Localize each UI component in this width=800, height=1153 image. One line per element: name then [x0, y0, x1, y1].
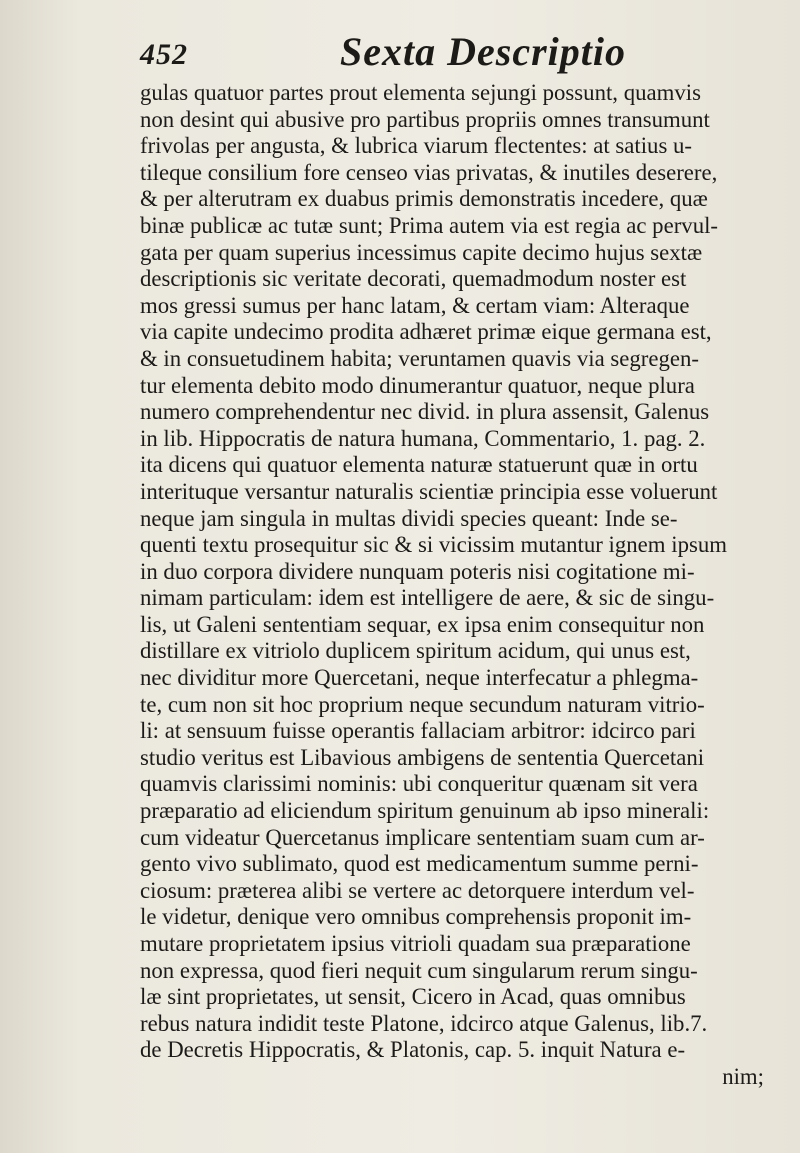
- page-header: [140, 20, 710, 80]
- text-line: præparatio ad eliciendum spiritum genuinum ab ipso minerali:: [140, 798, 710, 824]
- text-line: li: at sensuum fuisse operantis fallaciam arbitror: idcirco pari: [140, 718, 696, 744]
- text-line: lis, ut Galeni sententiam sequar, ex ipsa enim consequitur non: [140, 611, 705, 637]
- text-line: gata per quam superius incessimus capite decimo hujus sextæ: [140, 239, 703, 265]
- text-line: distillare ex vitriolo duplicem spiritum acidum, qui unus est,: [140, 638, 691, 664]
- text-line: non expressa, quod fieri nequit cum singularum rerum singu-: [140, 957, 698, 983]
- text-line: te, cum non sit hoc proprium neque secundum naturam vitrio-: [140, 691, 705, 717]
- text-line: via capite undecimo prodita adhæret primæ eique germana est,: [140, 319, 712, 345]
- running-title: Sexta Descriptio: [340, 29, 626, 74]
- text-line: gento vivo sublimato, quod est medicamentum summe perni-: [140, 851, 699, 877]
- body-text: [140, 80, 764, 1091]
- text-line: cum videatur Quercetanus implicare sententiam suam cum ar-: [140, 824, 705, 850]
- text-line: quamvis clarissimi nominis: ubi conqueritur quænam sit vera: [140, 771, 698, 797]
- text-line: nimam particulam: idem est intelligere de aere, & sic de singu-: [140, 585, 715, 611]
- text-line: in duo corpora dividere nunquam poteris nisi cogitatione mi-: [140, 558, 695, 584]
- text-line: & per alterutram ex duabus primis demonstratis incedere, quæ: [140, 186, 708, 212]
- text-line: tileque consilium fore censeo vias privatas, & inutiles deserere,: [140, 159, 718, 185]
- text-line: ciosum: præterea alibi se vertere ac detorquere interdum vel-: [140, 877, 695, 903]
- text-line: le videtur, denique vero omnibus comprehensis proponit im-: [140, 904, 692, 930]
- text-line: tur elementa debito modo dinumerantur quatuor, neque plura: [140, 372, 695, 398]
- page-number: 452: [140, 38, 188, 71]
- text-line: interituque versantur naturalis scientiæ principia esse voluerunt: [140, 478, 718, 504]
- text-line: studio veritus est Libavious ambigens de sententia Quercetani: [140, 744, 705, 770]
- text-line: descriptionis sic veritate decorati, quemadmodum noster est: [140, 266, 687, 292]
- text-line: mos gressi sumus per hanc latam, & certam viam: Alteraque: [140, 292, 690, 318]
- text-line: ita dicens qui quatuor elementa naturæ statuerunt quæ in ortu: [140, 452, 698, 478]
- text-line: & in consuetudinem habita; veruntamen quavis via segregen-: [140, 345, 699, 371]
- text-line: non desint qui abusive pro partibus propriis omnes transumunt: [140, 106, 710, 132]
- text-line: mutare proprietatem ipsius vitrioli quadam sua præparatione: [140, 931, 691, 956]
- text-line: rebus natura indidit teste Platone, idcirco atque Galenus, lib.7.: [140, 1010, 708, 1036]
- text-line: nim;: [722, 1063, 764, 1089]
- text-line: frivolas per angusta, & lubrica viarum flectentes: at satius u-: [140, 133, 693, 159]
- text-line: numero comprehendentur nec divid. in plura assensit, Galenus: [140, 399, 710, 425]
- text-line: binæ publicæ ac tutæ sunt; Prima autem via est regia ac pervul-: [140, 212, 719, 238]
- text-line: de Decretis Hippocratis, & Platonis, cap. 5. inquit Natura e-: [140, 1037, 686, 1063]
- text-line: nec dividitur more Quercetani, neque interfecatur a phlegma-: [140, 665, 699, 691]
- text-line: neque jam singula in multas dividi species queant: Inde se-: [140, 505, 678, 531]
- text-line: quenti textu prosequitur sic & si vicissim mutantur ignem ipsum: [140, 532, 727, 558]
- text-line: in lib. Hippocratis de natura humana, Commentario, 1. pag. 2.: [140, 425, 706, 451]
- text-line: læ sint proprietates, ut sensit, Cicero in Acad, quas omnibus: [140, 984, 686, 1010]
- text-line: gulas quatuor partes prout elementa sejungi possunt, quamvis: [140, 80, 701, 105]
